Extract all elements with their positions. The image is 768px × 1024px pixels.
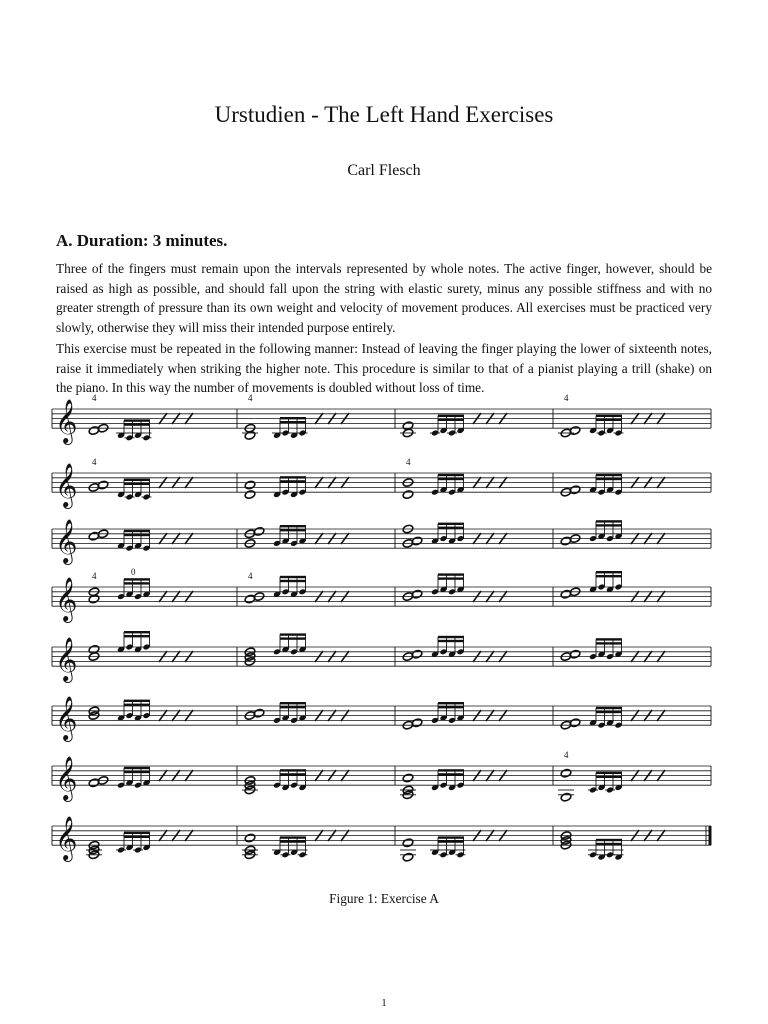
- measure: [402, 636, 507, 662]
- beam: [280, 525, 306, 527]
- whole-note: [402, 773, 414, 783]
- beam: [124, 479, 150, 481]
- beam: [596, 776, 622, 778]
- beam: [596, 843, 622, 845]
- paragraph-instructions: Three of the fingers must remain upon the intervals represented by whole notes. The active finger, however, should be raised as high as possible, and should fall upon the string with elastic surety, minus any possible stiffness and with no greater strength of pressure than its own weight and velocity of movement produces. All exercises must be practiced very slowly, otherwise they will miss their intended purpose entirely.: [56, 261, 712, 335]
- beam: [596, 638, 622, 640]
- whole-note: [402, 838, 414, 848]
- treble-clef-icon: 𝄞: [55, 756, 78, 801]
- beam: [124, 832, 150, 834]
- beam: [124, 704, 150, 706]
- whole-note: [411, 649, 423, 659]
- beam: [124, 635, 150, 637]
- beam: [280, 637, 306, 639]
- fingering-mark: 4: [406, 457, 411, 467]
- treble-clef-icon: 𝄞: [55, 637, 78, 682]
- measure: [560, 638, 665, 662]
- measure: [88, 393, 193, 441]
- fingering-mark: 4: [248, 571, 253, 581]
- measure: [244, 571, 349, 604]
- figure-caption: Figure 1: Exercise A: [329, 891, 439, 906]
- page-number: 1: [381, 997, 387, 1009]
- measure: [244, 476, 349, 499]
- whole-note: [560, 792, 572, 802]
- beam: [596, 642, 622, 644]
- beam: [438, 577, 464, 579]
- measure: [560, 520, 665, 546]
- measure: [88, 567, 193, 604]
- beam: [438, 419, 464, 421]
- beam: [280, 769, 306, 771]
- document-author: Carl Flesch: [347, 162, 421, 179]
- beam: [280, 702, 306, 704]
- whole-note: [569, 718, 581, 728]
- document-title: Urstudien - The Left Hand Exercises: [214, 102, 554, 127]
- beam: [280, 836, 306, 838]
- beam: [438, 573, 464, 575]
- whole-note: [97, 480, 109, 490]
- whole-note: [411, 718, 423, 728]
- beam: [596, 772, 622, 774]
- beam: [280, 840, 306, 842]
- beam: [596, 415, 622, 417]
- whole-note: [88, 644, 100, 654]
- treble-clef-icon: 𝄞: [55, 577, 78, 622]
- beam: [438, 474, 464, 476]
- beam: [124, 534, 150, 536]
- treble-clef-icon: 𝄞: [55, 399, 78, 444]
- fingering-mark: 4: [564, 750, 569, 760]
- beam: [280, 706, 306, 708]
- treble-clef-icon: 𝄞: [55, 696, 78, 741]
- section-heading: A. Duration: 3 minutes.: [56, 231, 228, 250]
- whole-note: [253, 526, 265, 536]
- fingering-mark: 4: [92, 457, 97, 467]
- paragraph-repetition: This exercise must be repeated in the following manner: Instead of leaving the finger playing the lower of sixteenth notes, raise it immediately when striking the higher note. This procedure is similar to that of a pianist playing a trill (shake) on the piano. In this way the number of movements is doubled without loss of time.: [56, 341, 712, 396]
- measure: [402, 457, 507, 500]
- beam: [596, 419, 622, 421]
- fingering-mark: 4: [564, 393, 569, 403]
- fingering-mark: 0: [131, 567, 136, 578]
- beam: [438, 706, 464, 708]
- beam: [596, 839, 622, 841]
- beam: [280, 580, 306, 582]
- beam: [438, 836, 464, 838]
- staff-system: [52, 457, 711, 509]
- measure: [402, 523, 507, 549]
- whole-note: [569, 649, 581, 659]
- beam: [438, 415, 464, 417]
- beam: [596, 707, 622, 709]
- whole-note: [244, 480, 256, 490]
- beam: [596, 520, 622, 522]
- fingering-mark: 4: [92, 571, 97, 581]
- beam: [438, 773, 464, 775]
- beam: [280, 633, 306, 635]
- beam: [596, 474, 622, 476]
- measure: [558, 393, 665, 438]
- beam: [280, 773, 306, 775]
- beam: [280, 421, 306, 423]
- whole-note: [402, 852, 414, 862]
- beam: [124, 530, 150, 532]
- staff-system: [52, 567, 711, 623]
- beam: [438, 840, 464, 842]
- beam: [596, 575, 622, 577]
- beam: [280, 417, 306, 419]
- beam: [438, 527, 464, 529]
- beam: [596, 711, 622, 713]
- whole-note: [569, 426, 581, 436]
- beam: [596, 571, 622, 573]
- beam: [438, 640, 464, 642]
- measure: [400, 769, 507, 800]
- treble-clef-icon: 𝄞: [55, 519, 78, 564]
- measure: [242, 393, 349, 440]
- beam: [438, 769, 464, 771]
- measure: [242, 769, 349, 795]
- treble-clef-icon: 𝄞: [55, 463, 78, 508]
- measure: [560, 571, 665, 602]
- staff-system: [52, 696, 711, 742]
- beam: [124, 767, 150, 769]
- beam: [124, 631, 150, 633]
- whole-note: [411, 589, 423, 599]
- fingering-mark: 4: [92, 393, 97, 403]
- beam: [124, 419, 150, 421]
- measure: [88, 631, 193, 662]
- beam: [596, 478, 622, 480]
- beam: [124, 582, 150, 584]
- measure: [558, 750, 665, 802]
- whole-note: [569, 485, 581, 495]
- staff-system: [52, 816, 711, 862]
- beam: [124, 771, 150, 773]
- whole-note: [411, 536, 423, 546]
- beam: [124, 578, 150, 580]
- staff-system: [52, 631, 711, 683]
- whole-note: [560, 768, 572, 778]
- staff-system: [52, 750, 711, 802]
- treble-clef-icon: 𝄞: [55, 816, 78, 861]
- whole-note: [402, 421, 414, 431]
- measure: [560, 707, 665, 730]
- beam: [124, 483, 150, 485]
- measure: [560, 474, 665, 497]
- beam: [124, 700, 150, 702]
- beam: [280, 529, 306, 531]
- beam: [124, 423, 150, 425]
- beam: [280, 480, 306, 482]
- staff-system: [52, 393, 711, 445]
- staff-system: [52, 519, 711, 565]
- beam: [438, 478, 464, 480]
- whole-note: [244, 490, 256, 500]
- beam: [438, 636, 464, 638]
- beam: [124, 836, 150, 838]
- whole-note: [244, 833, 256, 843]
- measure: [88, 457, 193, 500]
- whole-note: [402, 490, 414, 500]
- beam: [438, 702, 464, 704]
- beam: [596, 524, 622, 526]
- beam: [280, 576, 306, 578]
- measure: [400, 413, 507, 438]
- measure: [244, 525, 349, 548]
- measure: [400, 830, 507, 862]
- whole-note: [253, 708, 265, 718]
- fingering-mark: 4: [248, 393, 253, 403]
- beam: [438, 523, 464, 525]
- beam: [280, 476, 306, 478]
- measure: [402, 573, 507, 602]
